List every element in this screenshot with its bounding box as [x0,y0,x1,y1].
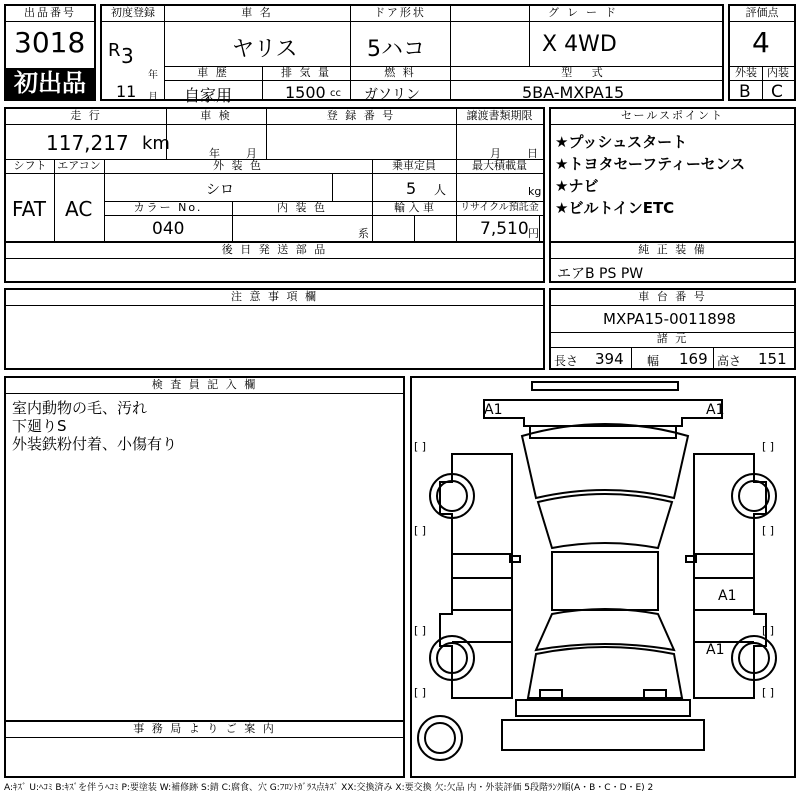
grade: X 4WD [542,32,617,57]
recycle-label: リサイクル預託金 [460,202,539,213]
transfer-day-unit: 日 [527,147,538,160]
sales-point: ★ビルトインETC [555,199,675,217]
notes-label: 注 意 事 項 欄 [231,290,318,303]
colorno-label: カラー No. [133,201,203,214]
damage-mark: A1 [484,402,503,418]
diagram-bracket: [ ] [762,524,775,537]
ac-label: エアコン [57,159,101,172]
damage-mark: A1 [718,588,737,604]
sales-point: ★ナビ [555,177,599,195]
equipment-box [549,241,796,283]
grade-label: グレード [548,6,624,19]
inspector-box [4,376,405,722]
seats-label: 乗車定員 [392,159,436,172]
door-label: ドア形状 [374,6,426,19]
sales-point: ★プッシュスタート [555,133,688,151]
notes-box [4,288,545,370]
sales-points-box [549,107,796,243]
load-label: 最大積載量 [472,159,527,172]
color-label: 外 装 色 [213,159,263,172]
equipment-label: 純 正 装 備 [638,243,707,256]
office-box [4,720,405,778]
regno-label: 登 録 番 号 [326,109,396,122]
reg-year-unit: 年 [148,70,158,81]
inspector-label: 検 査 員 記 入 欄 [151,378,258,391]
vehicle-name: ヤリス [232,37,298,62]
later-parts-box [4,241,545,283]
import-label: 輸 入 車 [394,201,434,214]
damage-mark: A1 [706,642,725,658]
score-label: 評価点 [745,6,779,19]
vehicle-spec-box [100,4,724,105]
damage-diagram [410,376,796,778]
reg-label: 初度登録 [111,6,155,19]
lot-label: 出品番号 [24,6,76,19]
inspector-note: 下廻りS [12,417,67,435]
inspection-label: 車 検 [200,109,232,122]
mileage-unit: km [142,133,170,154]
model-code: 5BA-MXPA15 [522,83,625,102]
reg-era: R [108,40,121,61]
office-label: 事 務 局 よ り ご 案 内 [133,722,276,735]
transfer-label: 譲渡書類期限 [466,109,533,122]
lot-number: 3018 [14,26,86,59]
overall-score: 4 [752,26,770,59]
intcolor-unit: 系 [358,227,369,240]
equipment: エアB PS PW [557,266,644,282]
mileage: 117,217 [46,131,129,155]
name-label: 車 名 [241,6,273,19]
interior-label: 内装 [767,66,789,79]
exterior-color: シロ [206,182,234,198]
history: 自家用 [184,86,233,105]
exterior-label: 外装 [735,66,757,79]
reg-month: 11 [116,82,137,101]
car-outline-diagram [412,378,794,776]
damage-legend: A:ｷｽﾞ U:ﾍｺﾐ B:ｷｽﾞを伴うﾍｺﾐ P:要塗装 W:補修跡 S:錆 C:腐食、穴 G:ﾌﾛﾝﾄｶﾞﾗｽ点ｷｽﾞ XX:交換済み X:要交換 欠:欠品 内・外装評価 5段階ﾗﾝｸ順(A・B・C・D・E) 2 [4,783,654,793]
seats: 5 [406,179,417,198]
chassis-label: 車 台 番 号 [638,290,707,303]
fuel: ガソリン [364,87,420,103]
diagram-bracket: [ ] [414,624,427,637]
displacement-label: 排 気 量 [281,66,331,79]
transfer-month-unit: 月 [490,147,501,160]
length-label: 長さ [554,354,579,368]
inspector-note: 外装鉄粉付着、小傷有り [12,435,178,453]
intcolor-label: 内 装 色 [277,201,327,214]
sales-points-label: セールスポイント [620,109,724,122]
later-parts-label: 後 日 発 送 部 品 [221,243,328,256]
sales-point: ★トヨタセーフティーセンス [555,155,746,173]
chassis-box [549,288,796,370]
chassis-number: MXPA15-0011898 [603,310,736,328]
door-type: 5ハコ [367,37,425,62]
recycle-deposit: 7,510 [480,219,529,239]
fuel-label: 燃 料 [384,66,416,79]
lot-box [4,4,96,101]
dims-label: 諸 元 [656,332,689,345]
diagram-bracket: [ ] [762,686,775,699]
recycle-unit: 円 [528,227,539,240]
damage-mark: A1 [706,402,725,418]
interior-grade: C [771,82,783,102]
reg-year: 3 [121,44,134,68]
shift: FAT [12,197,47,221]
diagram-bracket: [ ] [414,440,427,453]
diagram-bracket: [ ] [762,440,775,453]
displacement-unit: cc [330,88,341,99]
width: 169 [679,350,708,368]
ac: AC [65,197,93,221]
diagram-bracket: [ ] [414,686,427,699]
score-box [728,4,796,101]
model-label: 型 式 [561,66,611,79]
seats-unit: 人 [434,183,447,197]
diagram-bracket: [ ] [414,524,427,537]
height: 151 [758,350,787,368]
shift-label: シフト [13,159,47,172]
color-number: 040 [152,219,185,239]
reg-month-unit: 月 [148,92,158,103]
displacement: 1500 [285,83,326,102]
first-listing-badge: 初出品 [6,68,94,99]
exterior-grade: B [739,82,751,102]
width-label: 幅 [647,354,660,368]
inspector-note: 室内動物の毛、汚れ [12,399,148,417]
diagram-bracket: [ ] [762,624,775,637]
inspection-month-unit: 月 [246,147,257,160]
mileage-label: 走 行 [70,109,102,122]
length: 394 [595,350,624,368]
height-label: 高さ [717,354,742,368]
inspection-year-unit: 年 [209,147,220,160]
load-unit: kg [528,185,542,198]
details-box [4,107,545,243]
history-label: 車 歴 [197,66,229,79]
